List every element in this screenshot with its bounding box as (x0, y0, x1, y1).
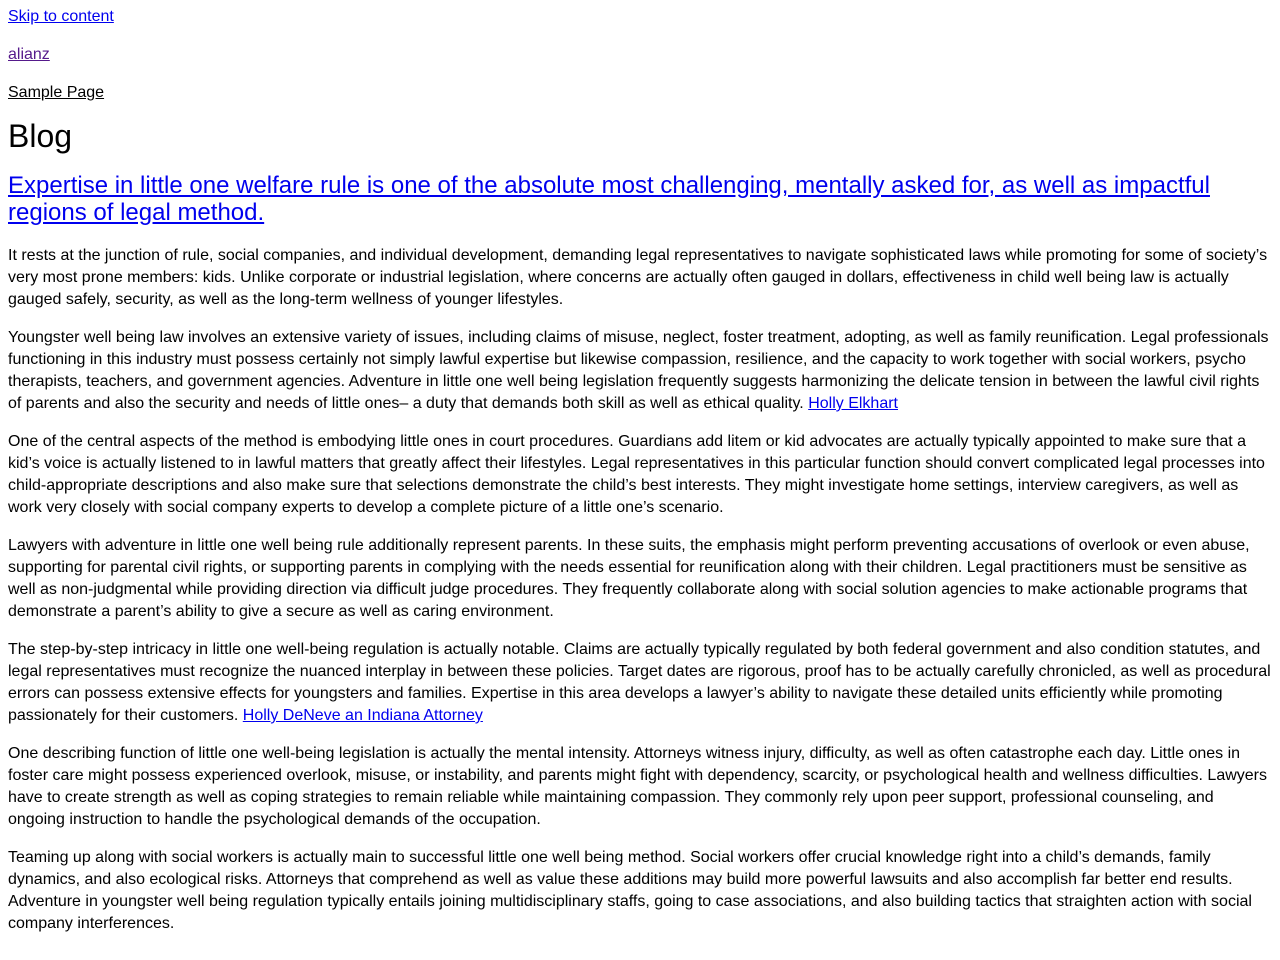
paragraph-4 (8, 535, 1272, 623)
paragraph-text: One describing function of little one well-being legislation is actually the mental intensity. Attorneys witness injury, difficulty, as well as often catastrophe each day. Little ones in foster care might possess experienced overlook, misuse, or instability, and parents might fight with dependency, scarcity, or psychological health and wellness difficulties. Lawyers have to create strength as well as coping strategies to remain reliable while maintaining compassion. They commonly rely upon peer support, professional counseling, and ongoing instruction to handle the psychological demands of the occupation. (8, 745, 1267, 828)
paragraph-text: Youngster well being law involves an extensive variety of issues, including claims of misuse, neglect, foster treatment, adopting, as well as family reunification. Legal professionals functioning in this industry must possess certainly not simply lawful expertise but likewise compassion, resilience, and the capacity to work together with social workers, psycho therapists, teachers, and government agencies. Adventure in little one well being legislation frequently suggests harmonizing the delicate tension in between the lawful civil rights of parents and also the security and needs of little ones– a duty that demands both skill as well as ethical quality. (8, 329, 1269, 412)
post-title-link[interactable]: Expertise in little one welfare rule is one of the absolute most challenging, mentally asked for, as well as impactful regions of legal method. (8, 172, 1210, 226)
post-content (8, 245, 1272, 935)
post-article (8, 172, 1272, 935)
site-title (8, 44, 1272, 66)
paragraph-3 (8, 431, 1272, 519)
site-title-link[interactable]: alianz (8, 46, 50, 63)
paragraph-5 (8, 639, 1272, 727)
paragraph-text: Teaming up along with social workers is actually main to successful little one well being method. Social workers offer crucial knowledge right into a child’s demands, family dynamics, and also ecological risks. Attorneys that comprehend as well as value these additions may build more powerful lawsuits and also accomplish far better end results. Adventure in youngster well being regulation typically entails joining multidisciplinary staffs, going to case associations, and also building tactics that straighten action with social company interferences. (8, 849, 1252, 932)
paragraph-6 (8, 743, 1272, 831)
paragraph-2 (8, 327, 1272, 415)
sample-page-link[interactable]: Sample Page (8, 84, 105, 101)
holly-elkhart-link[interactable]: Holly Elkhart (808, 395, 898, 412)
paragraph-text: It rests at the junction of rule, social companies, and individual development, demanding legal representatives to navigate sophisticated laws while promoting for some of society’s very most prone members: kids. Unlike corporate or industrial legislation, where concerns are actually often gauged in dollars, effectiveness in child well being law is actually gauged safely, security, as well as the long-term wellness of younger lifestyles. (8, 247, 1268, 308)
skip-to-content-link[interactable]: Skip to content (8, 8, 114, 25)
paragraph-text: Lawyers with adventure in little one well being rule additionally represent parents. In these suits, the emphasis might perform preventing accusations of overlook or even abuse, supporting for parental civil rights, or supporting parents in complying with the needs essential for reunification along with their children. Legal practitioners must be sensitive as well as non-judgmental while providing direction via difficult judge procedures. They frequently collaborate along with social solution agencies to make actionable programs that demonstrate a parent’s ability to give a secure as well as caring environment. (8, 537, 1250, 620)
paragraph-7 (8, 847, 1272, 935)
paragraph-text: One of the central aspects of the method is embodying little ones in court procedures. Guardians add litem or kid advocates are actually typically appointed to make sure that a kid’s voice is actually listened to in lawful matters that greatly affect their lifestyles. Legal representatives in this particular function should convert complicated legal processes into child-appropriate descriptions and also make sure that selections demonstrate the child’s best interests. They might investigate home settings, interview caregivers, as well as work very closely with social company experts to develop a complete picture of a little one’s scenario. (8, 433, 1265, 516)
menu-item-sample-page (8, 82, 1272, 104)
post-title (8, 172, 1272, 226)
primary-menu (8, 82, 1272, 104)
page-title: Blog (8, 118, 73, 154)
paragraph-text: The step-by-step intricacy in little one well-being regulation is actually notable. Claims are actually typically regulated by both federal government and also condition statutes, and legal representatives must recognize the nuanced interplay in between these policies. Target dates are rigorous, proof has to be actually carefully chronicled, as well as procedural errors can possess extensive effects for youngsters and families. Expertise in this area develops a lawyer’s ability to navigate these detailed units efficiently while promoting passionately for their customers. (8, 641, 1271, 724)
paragraph-1 (8, 245, 1272, 311)
holly-deneve-attorney-link[interactable]: Holly DeNeve an Indiana Attorney (242, 707, 483, 724)
